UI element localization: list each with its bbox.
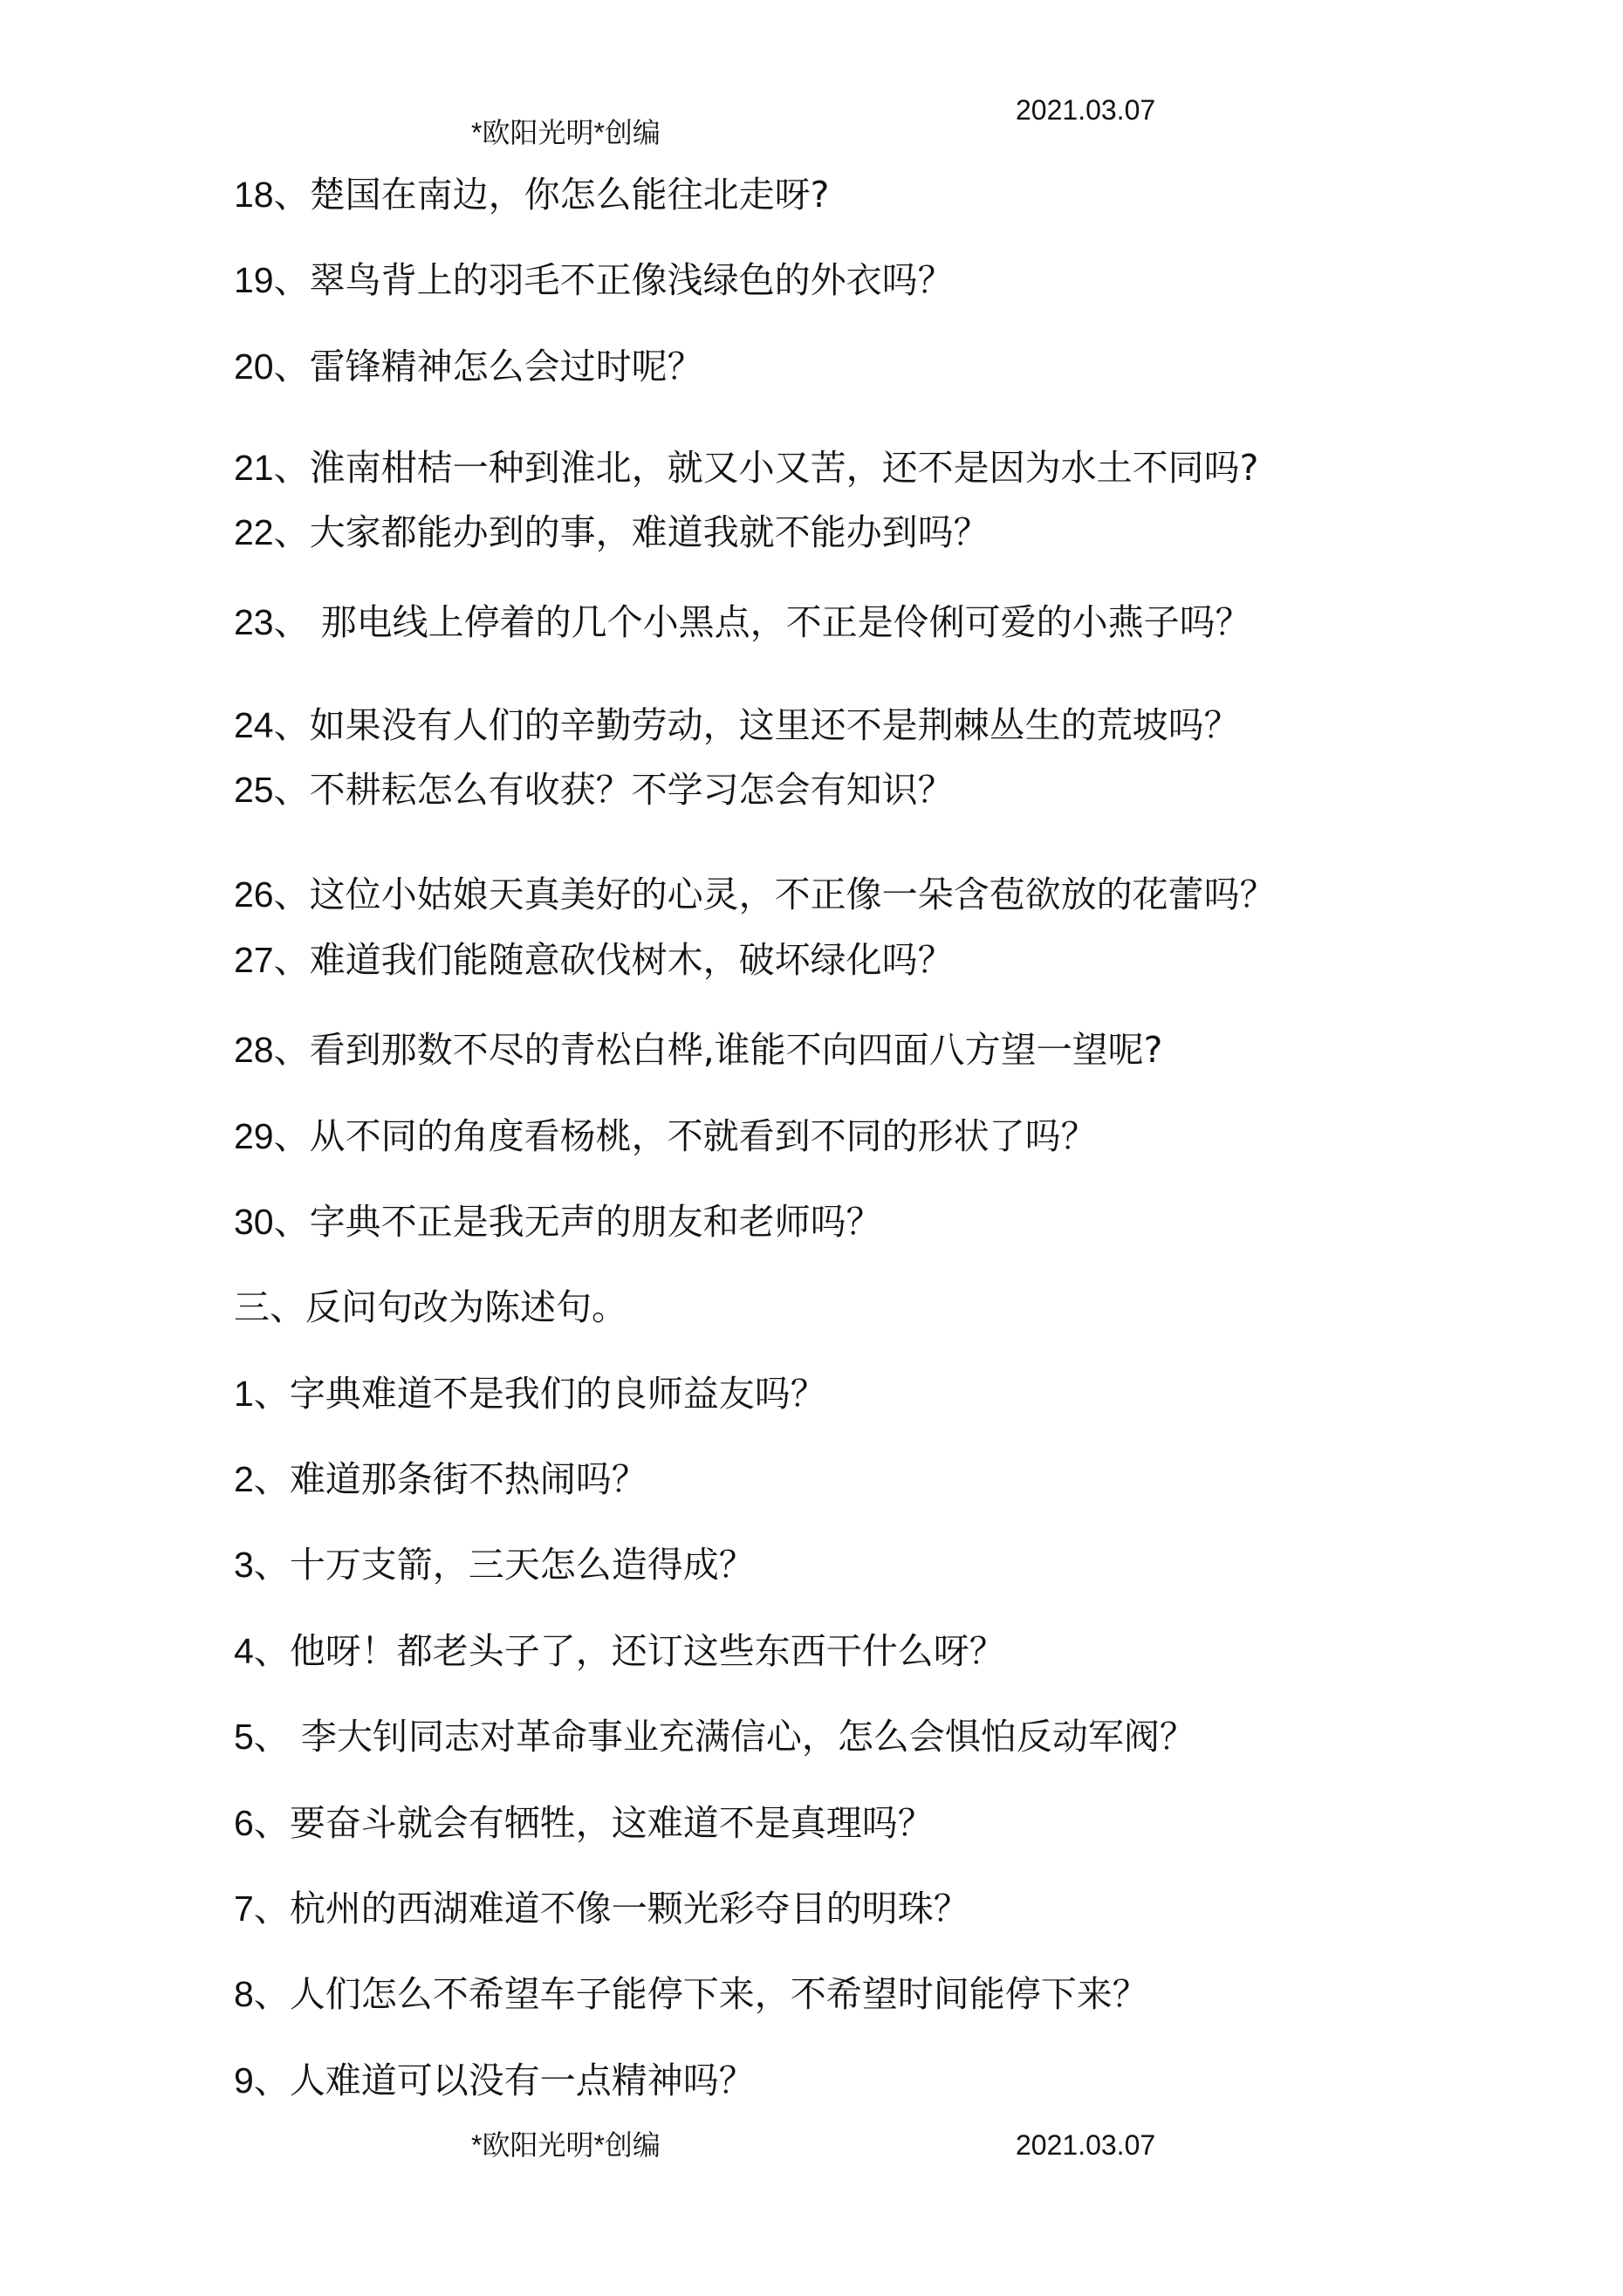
item-text: 杭州的西湖难道不像一颗光彩夺目的明珠？ (289, 1888, 969, 1929)
list-item (234, 704, 1240, 746)
list-item (234, 1373, 826, 1415)
item-number: 30、 (234, 1202, 310, 1242)
item-text: 难道我们能随意砍伐树木，破坏绿化吗？ (309, 939, 954, 981)
list-item (234, 174, 830, 216)
list-item (234, 1458, 647, 1500)
item-number: 21、 (234, 448, 310, 488)
item-number: 4、 (234, 1631, 290, 1671)
list-item (234, 259, 954, 301)
list-item (234, 874, 1276, 915)
list-item (234, 1029, 1163, 1071)
item-number: 19、 (234, 260, 310, 300)
item-number: 9、 (234, 2060, 290, 2101)
item-text: 人难道可以没有一点精神吗？ (289, 2060, 755, 2101)
list-item (234, 1888, 969, 1929)
item-number: 25、 (234, 770, 310, 810)
item-number: 22、 (234, 512, 310, 552)
item-number: 26、 (234, 874, 310, 915)
item-text: 大家都能办到的事，难道我就不能办到吗？ (309, 511, 990, 553)
item-text: 字典不正是我无声的朋友和老师吗？ (309, 1201, 882, 1243)
header-date: 2021.03.07 (1016, 94, 1156, 126)
section-heading-text: 三、反问句改为陈述句。 (234, 1286, 627, 1328)
list-item (234, 769, 954, 811)
list-item (234, 447, 1259, 489)
footer-author: *欧阳光明*创编 (471, 2129, 661, 2161)
list-item (234, 1973, 1148, 2015)
item-number: 5、 (234, 1717, 290, 1757)
list-item (234, 601, 1251, 643)
item-text: 从不同的角度看杨桃，不就看到不同的形状了吗？ (309, 1115, 1097, 1157)
item-number: 6、 (234, 1803, 290, 1843)
item-number: 29、 (234, 1116, 310, 1156)
item-number: 8、 (234, 1974, 290, 2014)
item-number: 24、 (234, 705, 310, 745)
item-text: 如果没有人们的辛勤劳动，这里还不是荆棘丛生的荒坡吗？ (309, 704, 1240, 746)
list-item (234, 1201, 882, 1243)
item-number: 28、 (234, 1030, 310, 1070)
list-item (234, 511, 990, 553)
item-number: 3、 (234, 1545, 290, 1585)
item-text: 淮南柑桔一种到淮北，就又小又苦，还不是因为水土不同吗? (309, 447, 1259, 489)
item-number: 20、 (234, 346, 310, 387)
item-text: 十万支箭，三天怎么造得成？ (289, 1544, 755, 1586)
section-heading (234, 1286, 627, 1328)
list-item (234, 2060, 755, 2101)
item-number: 23、 (234, 602, 310, 642)
item-text: 难道那条街不热闹吗？ (289, 1458, 647, 1500)
item-text: 李大钊同志对革命事业充满信心，怎么会惧怕反动军阀？ (289, 1716, 1195, 1758)
list-item (234, 1115, 1097, 1157)
item-text: 人们怎么不希望车子能停下来，不希望时间能停下来？ (289, 1973, 1148, 2015)
item-number: 27、 (234, 940, 310, 980)
item-number: 1、 (234, 1374, 290, 1414)
item-text: 雷锋精神怎么会过时呢？ (309, 346, 703, 387)
item-text: 不耕耘怎么有收获？不学习怎会有知识？ (309, 769, 954, 811)
item-text: 看到那数不尽的青松白桦,谁能不向四面八方望一望呢? (309, 1029, 1163, 1071)
item-text: 那电线上停着的几个小黑点，不正是伶俐可爱的小燕子吗？ (309, 601, 1251, 643)
item-text: 要奋斗就会有牺牲，这难道不是真理吗？ (289, 1802, 934, 1844)
list-item (234, 1802, 934, 1844)
list-item (234, 1716, 1195, 1758)
item-number: 18、 (234, 175, 310, 215)
item-text: 翠鸟背上的羽毛不正像浅绿色的外衣吗？ (309, 259, 954, 301)
item-number: 2、 (234, 1459, 290, 1499)
list-item (234, 1544, 755, 1586)
item-number: 7、 (234, 1888, 290, 1929)
list-item (234, 939, 954, 981)
item-text: 字典难道不是我们的良师益友吗？ (289, 1373, 826, 1415)
item-text: 这位小姑娘天真美好的心灵，不正像一朵含苞欲放的花蕾吗？ (309, 874, 1276, 915)
item-text: 楚国在南边，你怎么能往北走呀? (309, 174, 830, 216)
list-item (234, 346, 703, 387)
footer-date: 2021.03.07 (1016, 2129, 1156, 2161)
header-author: *欧阳光明*创编 (471, 117, 661, 148)
item-text: 他呀！都老头子了，还订这些东西干什么呀？ (289, 1630, 1005, 1672)
list-item (234, 1630, 1005, 1672)
